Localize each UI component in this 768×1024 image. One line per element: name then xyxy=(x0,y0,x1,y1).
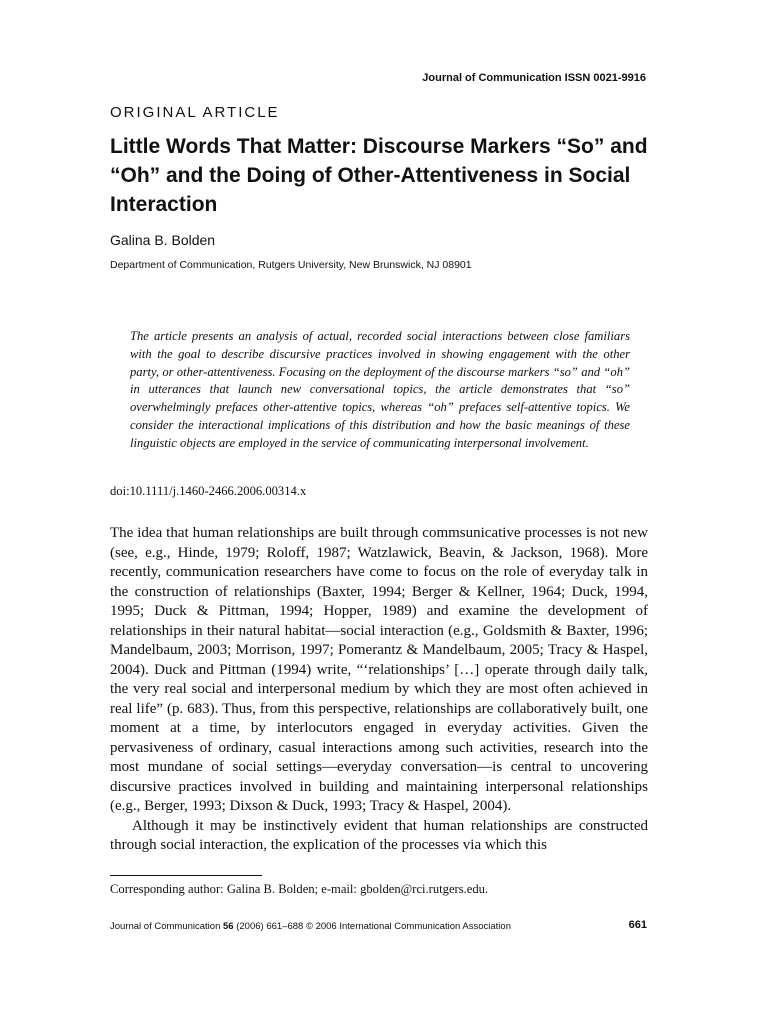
footnote-divider xyxy=(110,875,262,876)
doi: doi:10.1111/j.1460-2466.2006.00314.x xyxy=(110,484,307,498)
abstract: The article presents an analysis of actual, recorded social interactions between close familiars with the goal to describe discursive practices involved in showing engagement with the other party, or other-attentiveness. Focusing on the deployment of the discourse markers “so” and “oh” in utterances that launch new conversational topics, the article demonstrates that “so” overwhelmingly prefaces other-attentive topics, whereas “oh” prefaces self-attentive topics. We consider the interactional implications of this distribution and how the basic meanings of these linguistic objects are employed in the service of communicating interpersonal involvement. xyxy=(130,329,630,450)
body-text xyxy=(110,524,648,856)
page-number: 661 xyxy=(628,919,647,931)
author-affiliation: Department of Communication, Rutgers University, New Brunswick, NJ 08901 xyxy=(110,259,472,271)
body-paragraph-2: Although it may be instinctively evident that human relationships are constructed through social interaction, the explication of the processes via which this xyxy=(110,817,648,853)
footer-citation-rest: (2006) 661–688 © 2006 International Communication Association xyxy=(233,921,511,932)
author-name: Galina B. Bolden xyxy=(110,232,216,248)
corresponding-author-footnote: Corresponding author: Galina B. Bolden; e-mail: gbolden@rci.rutgers.edu. xyxy=(110,882,489,896)
journal-issn-header: Journal of Communication ISSN 0021-9916 xyxy=(422,72,646,84)
article-title: Little Words That Matter: Discourse Markers “So” and “Oh” and the Doing of Other-Attentiveness in Social Interaction xyxy=(110,135,648,216)
footer-volume: 56 xyxy=(223,921,234,932)
section-label: ORIGINAL ARTICLE xyxy=(110,104,280,121)
footer-journal-name: Journal of Communication xyxy=(110,921,223,932)
footer-citation xyxy=(110,921,511,932)
body-paragraph-1: The idea that human relationships are built through commsunicative processes is not new (see, e.g., Hinde, 1979; Roloff, 1987; Watzlawick, Beavin, & Jackson, 1968). More recently, communication researchers have come to focus on the role of everyday talk in the construction of relationships (Baxter, 1994; Berger & Kellner, 1964; Duck, 1994, 1995; Duck & Pittman, 1994; Hopper, 1989) and examine the development of relationships in their natural habitat—social interaction (e.g., Goldsmith & Baxter, 1996; Mandelbaum, 2003; Morrison, 1997; Pomerantz & Mandelbaum, 2005; Tracy & Haspel, 2004). Duck and Pittman (1994) write, “‘relationships’ […] operate through daily talk, the very real social and interpersonal medium by which they are most often achieved in real life” (p. 683). Thus, from this perspective, relationships are collaboratively built, one moment at a time, by interlocutors engaged in everyday activities. Given the pervasiveness of ordinary, casual interactions among such activities, research into the most mundane of social settings—everyday conversation—is central to uncovering discursive practices involved in building and maintaining interpersonal relationships (e.g., Berger, 1993; Dixson & Duck, 1993; Tracy & Haspel, 2004). xyxy=(110,525,648,814)
